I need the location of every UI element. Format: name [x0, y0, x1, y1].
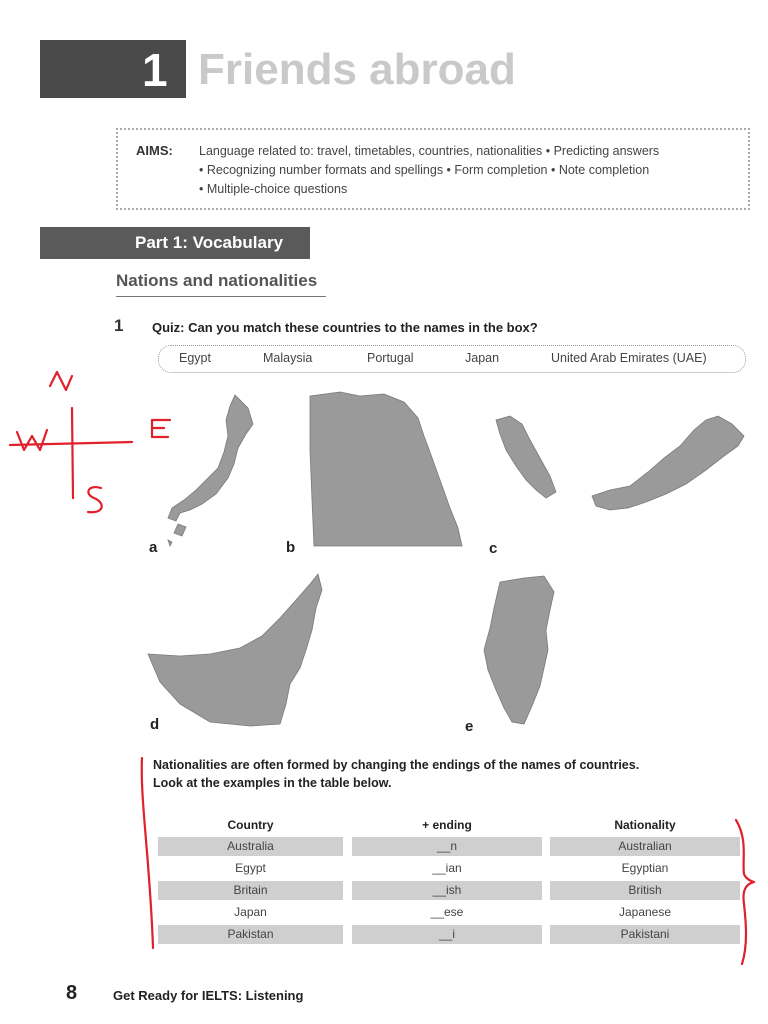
chapter-number: 1 [142, 44, 168, 96]
map-label: e [465, 718, 474, 735]
chapter-title: Friends abroad [198, 45, 516, 94]
table-cell-nationality: Egyptian [550, 859, 740, 878]
word-box-item: Portugal [367, 351, 414, 365]
map-label: a [149, 539, 158, 556]
part-title: Part 1: Vocabulary [135, 233, 284, 252]
compass-letter-s [88, 487, 102, 512]
instruction-text: Nationalities are often formed by changing the endings of the names of countries. [153, 758, 640, 772]
left-bracket [142, 758, 153, 948]
word-box-item: Malaysia [263, 351, 313, 365]
map-label: c [489, 540, 498, 557]
aims-line: • Multiple-choice questions [199, 182, 348, 196]
section-heading: Nations and nationalities [116, 271, 318, 290]
aims-line: • Recognizing number formats and spellings • Form completion • Note completion [199, 163, 650, 177]
table-cell-nationality: Japanese [550, 903, 740, 922]
map-b-egypt [300, 390, 465, 550]
table-cell-country: Australia [158, 837, 343, 856]
table-cell-ending: __n [352, 837, 542, 856]
compass-vertical-line [72, 408, 73, 498]
map-label: d [150, 716, 160, 733]
table-cell-country: Pakistan [158, 925, 343, 944]
table-cell-ending: __ian [352, 859, 542, 878]
question-number: 1 [114, 316, 124, 335]
map-e-portugal [474, 572, 564, 732]
question-text: Quiz: Can you match these countries to the names in the box? [152, 320, 538, 335]
aims-label: AIMS: [136, 143, 173, 158]
page-number: 8 [66, 982, 78, 1004]
word-box-item: United Arab Emirates (UAE) [551, 351, 707, 365]
word-box-item: Egypt [179, 351, 211, 365]
section-underline [116, 296, 326, 297]
aims-line: Language related to: travel, timetables, countries, nationalities • Predicting answers [199, 144, 660, 158]
table-cell-country: Japan [158, 903, 343, 922]
table-cell-country: Egypt [158, 859, 343, 878]
compass-letter-n [50, 372, 72, 390]
table-cell-nationality: Australian [550, 837, 740, 856]
footer-title: Get Ready for IELTS: Listening [113, 988, 304, 1003]
table-cell-nationality: British [550, 881, 740, 900]
table-header-nationality: Nationality [614, 818, 676, 832]
table-header-ending: + ending [422, 818, 472, 832]
table-cell-ending: __ish [352, 881, 542, 900]
compass-letter-w [17, 430, 47, 450]
map-label: b [286, 539, 296, 556]
table-cell-country: Britain [158, 881, 343, 900]
map-a-japan [150, 390, 270, 550]
instruction-text: Look at the examples in the table below. [153, 776, 392, 790]
compass-horizontal-line [10, 442, 132, 445]
map-c-malaysia [480, 410, 750, 520]
table-cell-ending: __i [352, 925, 542, 944]
word-box-item: Japan [465, 351, 500, 365]
table-header-country: Country [227, 818, 274, 832]
table-cell-nationality: Pakistani [550, 925, 740, 944]
map-d-uae [140, 572, 330, 732]
table-cell-ending: __ese [352, 903, 542, 922]
